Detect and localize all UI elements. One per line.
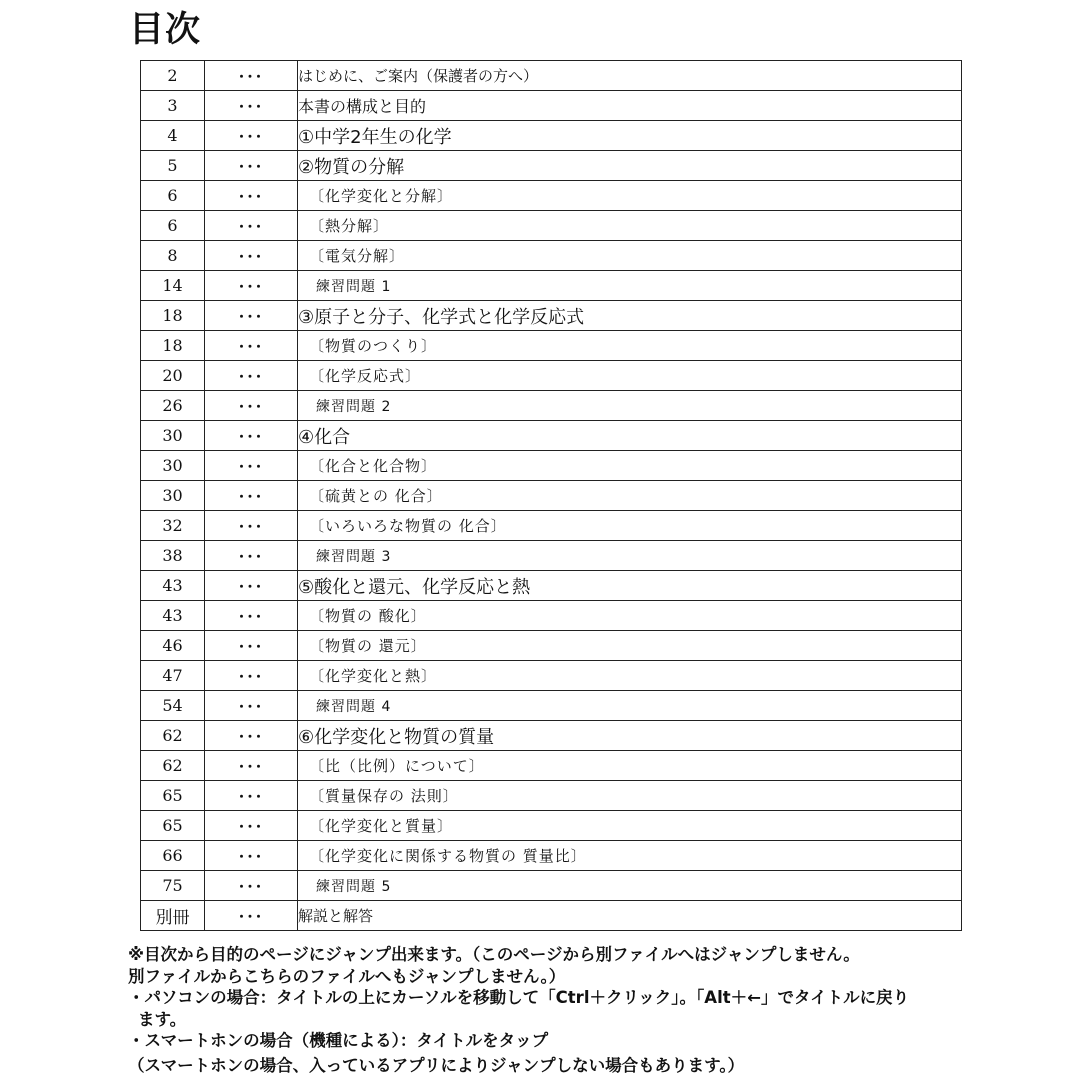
toc-leader-dots: ･･･ [205, 781, 298, 811]
toc-leader-dots: ･･･ [205, 451, 298, 481]
toc-entry-link[interactable]: ④化合 [298, 421, 962, 451]
note-jump-info: ※目次から目的のページにジャンプ出来ます。（このページから別ファイルへはジャンプしません。 [128, 945, 860, 964]
toc-leader-dots: ･･･ [205, 811, 298, 841]
table-of-contents [140, 60, 962, 931]
toc-row[interactable] [141, 571, 962, 601]
toc-leader-dots: ･･･ [205, 691, 298, 721]
toc-page-number: 14 [141, 271, 205, 301]
toc-entry-link[interactable]: 練習問題 4 [298, 691, 962, 721]
toc-entry-link[interactable]: 練習問題 3 [298, 541, 962, 571]
toc-leader-dots: ･･･ [205, 901, 298, 931]
toc-row[interactable] [141, 271, 962, 301]
toc-page-number: 30 [141, 481, 205, 511]
toc-leader-dots: ･･･ [205, 151, 298, 181]
toc-leader-dots: ･･･ [205, 721, 298, 751]
toc-leader-dots: ･･･ [205, 181, 298, 211]
toc-leader-dots: ･･･ [205, 391, 298, 421]
toc-page-number: 65 [141, 781, 205, 811]
toc-row[interactable] [141, 541, 962, 571]
toc-page-number: 65 [141, 811, 205, 841]
toc-leader-dots: ･･･ [205, 481, 298, 511]
toc-row[interactable] [141, 301, 962, 331]
toc-leader-dots: ･･･ [205, 91, 298, 121]
toc-row[interactable] [141, 151, 962, 181]
toc-entry-link[interactable]: 〔比（比例）について〕 [298, 751, 962, 781]
toc-entry-link[interactable]: 〔電気分解〕 [298, 241, 962, 271]
toc-entry-link[interactable]: 〔化合と化合物〕 [298, 451, 962, 481]
toc-page-number: 18 [141, 331, 205, 361]
toc-row[interactable] [141, 61, 962, 91]
toc-entry-link[interactable]: 〔熱分解〕 [298, 211, 962, 241]
toc-page-number: 66 [141, 841, 205, 871]
toc-row[interactable] [141, 781, 962, 811]
toc-row[interactable] [141, 331, 962, 361]
toc-row[interactable] [141, 361, 962, 391]
toc-row[interactable] [141, 691, 962, 721]
toc-entry-link[interactable]: 〔物質の 酸化〕 [298, 601, 962, 631]
toc-row[interactable] [141, 241, 962, 271]
toc-leader-dots: ･･･ [205, 661, 298, 691]
toc-body [141, 61, 962, 931]
toc-page-number: 26 [141, 391, 205, 421]
toc-page-number: 75 [141, 871, 205, 901]
toc-page-number: 47 [141, 661, 205, 691]
toc-leader-dots: ･･･ [205, 871, 298, 901]
toc-page-number: 6 [141, 181, 205, 211]
toc-entry-link[interactable]: 〔化学変化に関係する物質の 質量比〕 [298, 841, 962, 871]
toc-page-number: 別冊 [141, 901, 205, 931]
toc-page-number: 43 [141, 571, 205, 601]
toc-page-number: 30 [141, 451, 205, 481]
toc-leader-dots: ･･･ [205, 751, 298, 781]
toc-page-number: 38 [141, 541, 205, 571]
toc-row[interactable] [141, 661, 962, 691]
toc-entry-link[interactable]: ②物質の分解 [298, 151, 962, 181]
toc-row[interactable] [141, 211, 962, 241]
toc-leader-dots: ･･･ [205, 571, 298, 601]
toc-leader-dots: ･･･ [205, 61, 298, 91]
toc-entry-link[interactable]: 〔物質の 還元〕 [298, 631, 962, 661]
toc-page-number: 54 [141, 691, 205, 721]
toc-entry-link[interactable]: 〔化学変化と分解〕 [298, 181, 962, 211]
toc-page-number: 62 [141, 751, 205, 781]
toc-row[interactable] [141, 391, 962, 421]
toc-page-number: 5 [141, 151, 205, 181]
toc-row[interactable] [141, 751, 962, 781]
toc-row[interactable] [141, 451, 962, 481]
note-smartphone-caveat: （スマートホンの場合、入っているアプリによりジャンプしない場合もあります。） [128, 1055, 745, 1075]
toc-row[interactable] [141, 841, 962, 871]
toc-leader-dots: ･･･ [205, 241, 298, 271]
toc-page-number: 20 [141, 361, 205, 391]
toc-entry-link[interactable]: ①中学2年生の化学 [298, 121, 962, 151]
toc-leader-dots: ･･･ [205, 541, 298, 571]
toc-entry-link[interactable]: 〔硫黄との 化合〕 [298, 481, 962, 511]
toc-page-number: 4 [141, 121, 205, 151]
toc-leader-dots: ･･･ [205, 511, 298, 541]
toc-page-number: 46 [141, 631, 205, 661]
toc-page-number: 8 [141, 241, 205, 271]
toc-entry-link[interactable]: ⑥化学変化と物質の質量 [298, 721, 962, 751]
toc-page-number: 43 [141, 601, 205, 631]
toc-row[interactable] [141, 421, 962, 451]
toc-entry-link[interactable]: 〔化学反応式〕 [298, 361, 962, 391]
toc-row[interactable] [141, 601, 962, 631]
page-title: 目次 [129, 10, 202, 50]
toc-entry-link[interactable]: 練習問題 5 [298, 871, 962, 901]
toc-row[interactable] [141, 511, 962, 541]
toc-entry-link[interactable]: 練習問題 1 [298, 271, 962, 301]
toc-leader-dots: ･･･ [205, 841, 298, 871]
toc-leader-dots: ･･･ [205, 421, 298, 451]
toc-leader-dots: ･･･ [205, 301, 298, 331]
toc-row[interactable] [141, 121, 962, 151]
toc-leader-dots: ･･･ [205, 601, 298, 631]
toc-row[interactable] [141, 901, 962, 931]
toc-row[interactable] [141, 481, 962, 511]
toc-entry-link[interactable]: ⑤酸化と還元、化学反応と熱 [298, 571, 962, 601]
toc-leader-dots: ･･･ [205, 271, 298, 301]
toc-entry-link[interactable]: はじめに、ご案内（保護者の方へ） [298, 61, 962, 91]
toc-leader-dots: ･･･ [205, 331, 298, 361]
toc-page-number: 32 [141, 511, 205, 541]
toc-leader-dots: ･･･ [205, 121, 298, 151]
note-pc-usage: ・パソコンの場合：タイトルの上にカーソルを移動して「Ctrl＋クリック」。「Alt＋←」でタイトルに戻り [128, 988, 910, 1007]
toc-entry-link[interactable]: 解説と解答 [298, 901, 962, 931]
toc-entry-link[interactable]: 〔化学変化と質量〕 [298, 811, 962, 841]
note-pc-usage-continued: ます。 [138, 1009, 187, 1029]
toc-page-number: 62 [141, 721, 205, 751]
toc-entry-link[interactable]: 〔質量保存の 法則〕 [298, 781, 962, 811]
toc-leader-dots: ･･･ [205, 211, 298, 241]
toc-leader-dots: ･･･ [205, 361, 298, 391]
toc-page-number: 30 [141, 421, 205, 451]
toc-page-number: 6 [141, 211, 205, 241]
toc-page-number: 2 [141, 61, 205, 91]
toc-row[interactable] [141, 631, 962, 661]
toc-entry-link[interactable]: 〔いろいろな物質の 化合〕 [298, 511, 962, 541]
note-smartphone-usage: ・スマートホンの場合（機種による）：タイトルをタップ [128, 1031, 549, 1050]
toc-page-number: 18 [141, 301, 205, 331]
toc-leader-dots: ･･･ [205, 631, 298, 661]
toc-row[interactable] [141, 811, 962, 841]
toc-row[interactable] [141, 721, 962, 751]
toc-entry-link[interactable]: ③原子と分子、化学式と化学反応式 [298, 301, 962, 331]
toc-entry-link[interactable]: 本書の構成と目的 [298, 91, 962, 121]
toc-row[interactable] [141, 181, 962, 211]
toc-entry-link[interactable]: 練習問題 2 [298, 391, 962, 421]
toc-row[interactable] [141, 91, 962, 121]
note-jump-info-continued: 別ファイルからこちらのファイルへもジャンプしません。） [128, 966, 566, 986]
toc-page-number: 3 [141, 91, 205, 121]
usage-notes [128, 944, 1008, 1076]
toc-entry-link[interactable]: 〔物質のつくり〕 [298, 331, 962, 361]
toc-row[interactable] [141, 871, 962, 901]
toc-entry-link[interactable]: 〔化学変化と熱〕 [298, 661, 962, 691]
